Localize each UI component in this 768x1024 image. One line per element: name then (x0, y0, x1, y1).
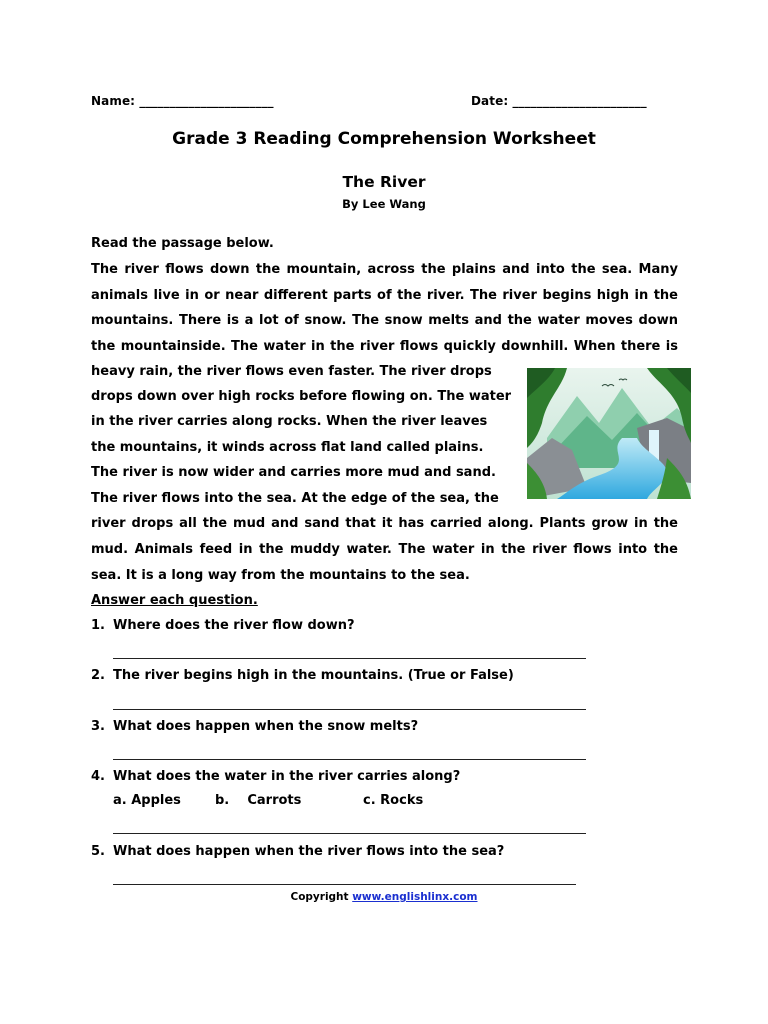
question-number: 1. (91, 618, 105, 633)
copyright-label: Copyright (290, 891, 353, 903)
passage-line: heavy rain, the river flows even faster. The river drops (91, 364, 492, 379)
date-field-label: Date: ______________________ (471, 94, 647, 108)
passage-line: drops down over high rocks before flowing on. The water (91, 389, 512, 404)
question-number: 5. (91, 844, 105, 859)
answer-line[interactable] (113, 884, 576, 885)
copyright-footer (0, 891, 768, 903)
name-field-label: Name: ______________________ (91, 94, 274, 108)
answer-line[interactable] (113, 759, 586, 760)
question-text: What does the water in the river carries along? (113, 769, 461, 784)
answer-line[interactable] (113, 833, 586, 834)
story-byline: By Lee Wang (342, 197, 426, 211)
answer-line[interactable] (113, 709, 586, 710)
question-text: What does happen when the snow melts? (113, 719, 419, 734)
question-number: 2. (91, 668, 105, 683)
story-title: The River (342, 173, 426, 191)
passage-line: sea. It is a long way from the mountains to the sea. (91, 568, 470, 583)
passage-line: The river is now wider and carries more mud and sand. (91, 465, 496, 480)
passage-line: animals live in or near different parts of the river. The river begins high in the (91, 288, 678, 303)
passage-line: river drops all the mud and sand that it has carried along. Plants grow in the (91, 516, 678, 531)
question-number: 4. (91, 769, 105, 784)
passage-line: The river flows into the sea. At the edge of the sea, the (91, 491, 499, 506)
passage-line: the mountainside. The water in the river flows quickly downhill. When there is (91, 339, 678, 354)
worksheet-title: Grade 3 Reading Comprehension Worksheet (172, 129, 596, 149)
question-number: 3. (91, 719, 105, 734)
question-text: What does happen when the river flows into the sea? (113, 844, 505, 859)
choice-a: a. Apples (113, 793, 181, 808)
choice-c: c. Rocks (363, 793, 424, 808)
passage-line: in the river carries along rocks. When the river leaves (91, 414, 488, 429)
question-text: The river begins high in the mountains. (True or False) (113, 668, 514, 683)
passage-line: The river flows down the mountain, across the plains and into the sea. Many (91, 262, 678, 277)
choice-b: b. Carrots (215, 793, 302, 808)
question-text: Where does the river flow down? (113, 618, 355, 633)
passage-line: the mountains, it winds across flat land called plains. (91, 440, 484, 455)
instructions-text: Read the passage below. (91, 236, 274, 251)
answer-heading: Answer each question. (91, 593, 258, 608)
river-illustration (527, 368, 691, 499)
answer-line[interactable] (113, 658, 586, 659)
passage-line: mud. Animals feed in the muddy water. The water in the river flows into the (91, 542, 678, 557)
passage-line: mountains. There is a lot of snow. The snow melts and the water moves down (91, 313, 678, 328)
englishlinx-link[interactable]: www.englishlinx.com (352, 891, 478, 903)
